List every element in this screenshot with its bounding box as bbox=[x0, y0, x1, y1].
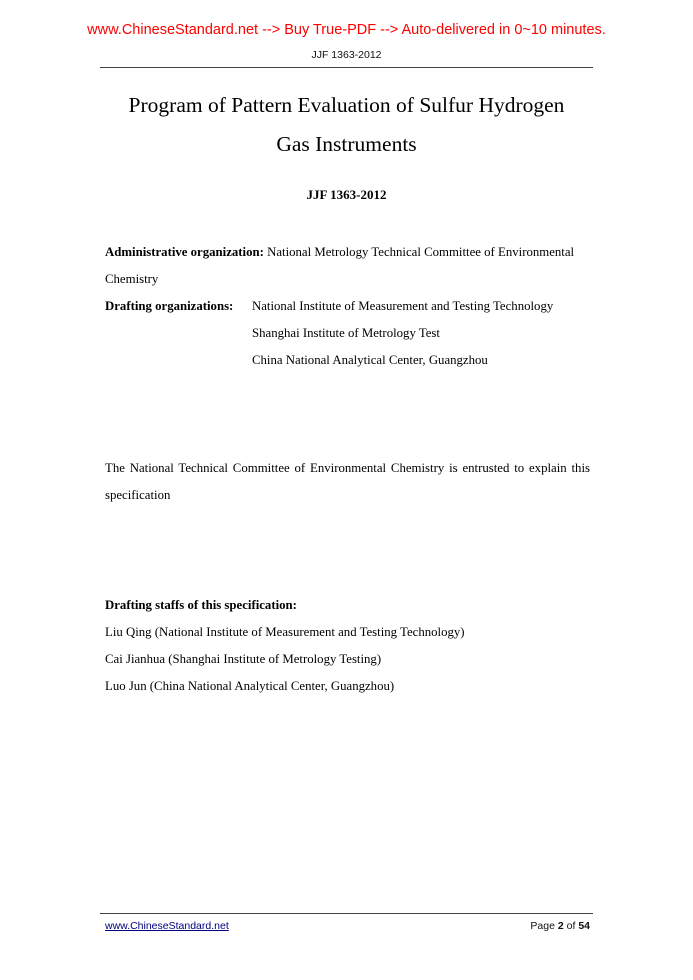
drafting-organization-item: National Institute of Measurement and Testing Technology bbox=[252, 299, 554, 313]
drafting-organization-item: Shanghai Institute of Metrology Test bbox=[252, 326, 440, 340]
page-total: 54 bbox=[578, 920, 590, 932]
drafting-organizations-list bbox=[252, 293, 590, 374]
of-word: of bbox=[566, 920, 576, 932]
drafting-staffs-label: Drafting staffs of this specification: bbox=[105, 598, 297, 612]
page-number-indicator bbox=[530, 920, 590, 932]
drafting-staff-item: Luo Jun (China National Analytical Center, Guangzhou) bbox=[105, 679, 395, 693]
drafting-staffs-section bbox=[105, 592, 590, 700]
administrative-organization-label: Administrative organization: bbox=[105, 245, 264, 259]
standard-number: JJF 1363-2012 bbox=[306, 187, 387, 202]
footer-website-link[interactable]: www.ChineseStandard.net bbox=[105, 920, 229, 932]
entrustment-paragraph: The National Technical Committee of Environmental Chemistry is entrusted to explain this specification bbox=[105, 461, 590, 502]
drafting-staff-item: Liu Qing (National Institute of Measurement and Testing Technology) bbox=[105, 625, 465, 639]
page-number: 2 bbox=[557, 920, 564, 932]
page-footer bbox=[105, 920, 590, 932]
page-word: Page bbox=[530, 920, 555, 932]
document-title-line2: Gas Instruments bbox=[276, 132, 417, 156]
running-header-doc-code: JJF 1363-2012 bbox=[311, 49, 382, 61]
document-title bbox=[60, 86, 633, 164]
footer-rule bbox=[100, 913, 593, 914]
promo-banner: www.ChineseStandard.net --> Buy True-PDF --> Auto-delivered in 0~10 minutes. bbox=[87, 22, 606, 38]
drafting-organizations-section bbox=[105, 293, 590, 374]
drafting-organizations-label: Drafting organizations: bbox=[105, 299, 234, 313]
document-title-line1: Program of Pattern Evaluation of Sulfur Hydrogen bbox=[128, 93, 565, 117]
drafting-staff-item: Cai Jianhua (Shanghai Institute of Metrology Testing) bbox=[105, 652, 382, 666]
header-rule bbox=[100, 67, 593, 68]
drafting-organization-item: China National Analytical Center, Guangzhou bbox=[252, 353, 488, 367]
administrative-organization-value: National Metrology Technical Committee of Environmental Chemistry bbox=[105, 245, 575, 286]
administrative-organization-paragraph bbox=[105, 239, 590, 293]
